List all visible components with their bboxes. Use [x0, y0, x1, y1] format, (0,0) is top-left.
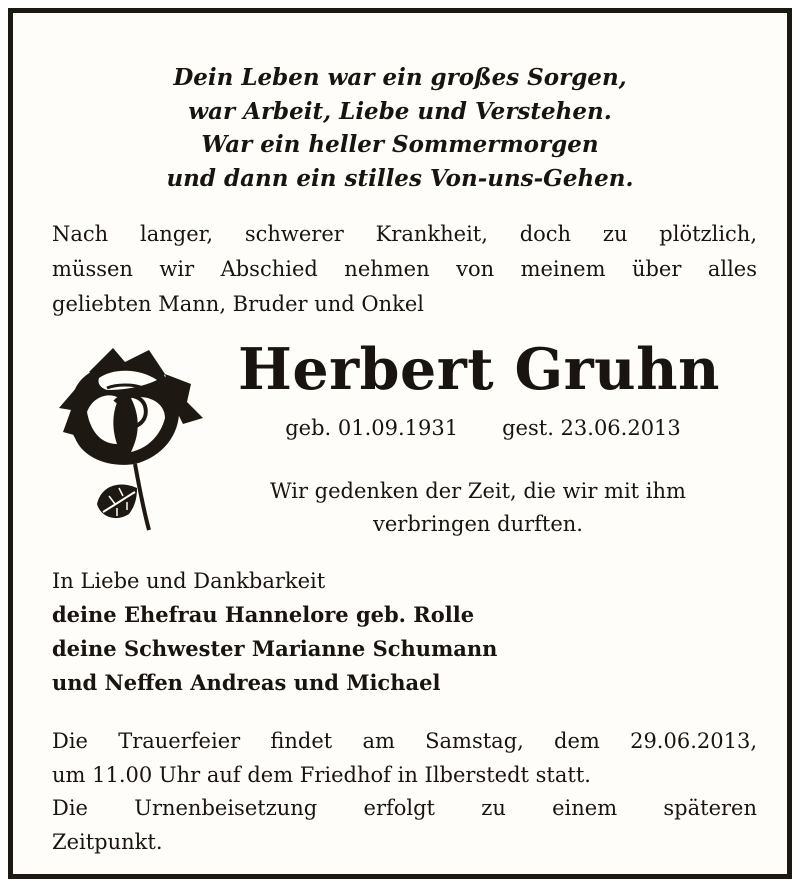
- ceremony-info: [52, 725, 757, 859]
- poem-line: war Arbeit, Liebe und Verstehen.: [188, 97, 612, 125]
- poem-line: War ein heller Sommermorgen: [201, 131, 599, 158]
- ceremony-line: Die Trauerfeier findet am Samstag, dem 29.06.2013,: [52, 729, 757, 753]
- ceremony-line: um 11.00 Uhr auf dem Friedhof in Ilberstedt statt.: [52, 762, 591, 787]
- intro-line: müssen wir Abschied nehmen von meinem über alles: [52, 257, 757, 281]
- poem-line: und dann ein stilles Von-uns-Gehen.: [166, 164, 634, 192]
- rose-icon: [53, 340, 205, 532]
- deceased-name: Herbert Gruhn: [237, 336, 720, 403]
- memory-text: [218, 475, 738, 541]
- death-date: gest. 23.06.2013: [502, 416, 681, 440]
- family-member: deine Ehefrau Hannelore geb. Rolle: [52, 602, 475, 627]
- family-signature: [52, 564, 757, 700]
- obituary-notice: [8, 8, 792, 879]
- ceremony-line: Zeitpunkt.: [52, 829, 163, 854]
- intro-text: [52, 217, 757, 322]
- intro-line: Nach langer, schwerer Krankheit, doch zu plötzlich,: [52, 222, 757, 246]
- family-member: deine Schwester Marianne Schumann: [52, 636, 498, 661]
- intro-line: geliebten Mann, Bruder und Onkel: [52, 292, 425, 316]
- memory-line: verbringen durften.: [373, 512, 583, 536]
- life-dates: [233, 409, 733, 447]
- poem-line: Dein Leben war ein großes Sorgen,: [173, 64, 627, 91]
- family-intro: In Liebe und Dankbarkeit: [52, 569, 326, 593]
- ceremony-line: Die Urnenbeisetzung erfolgt zu einem späteren: [52, 796, 757, 820]
- birth-date: geb. 01.09.1931: [285, 416, 459, 440]
- family-member: und Neffen Andreas und Michael: [52, 670, 441, 695]
- poem: [13, 61, 787, 195]
- memory-line: Wir gedenken der Zeit, die wir mit ihm: [270, 479, 686, 503]
